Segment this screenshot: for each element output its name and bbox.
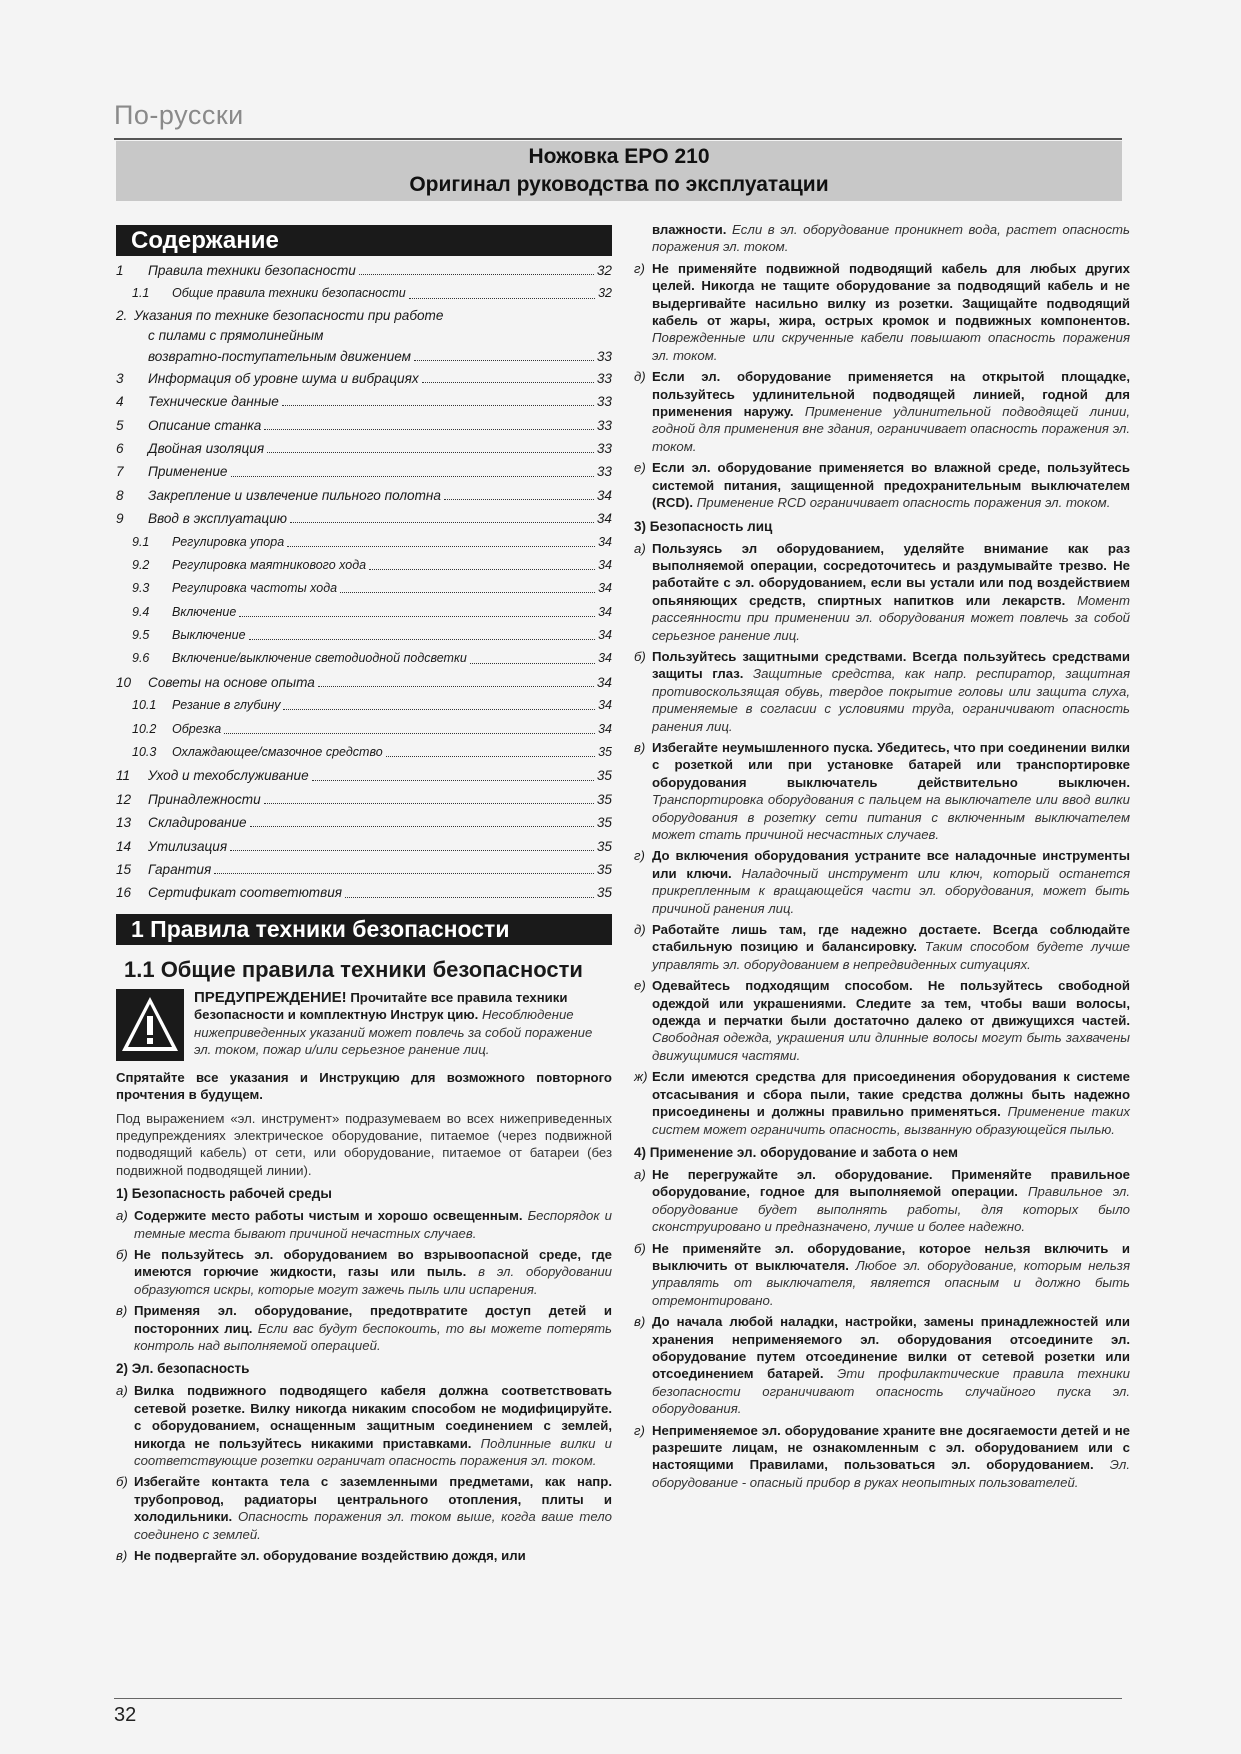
list-item: б) Избегайте контакта тела с заземленными предметами, как напр. трубопровод, радиаторы центрального отопления, плиты и холодильники. Опасность поражения эл. током выше, когда ваше тело соединено с землей. bbox=[116, 1474, 613, 1542]
keep-instructions: Спрятайте все указания и Инструкцию для возможного повторного прочтения в будущем. bbox=[116, 1069, 612, 1103]
list-item-continued: влажности. Если в эл. оборудование проникнет вода, растет опасность поражения эл. током. bbox=[652, 222, 1130, 255]
toc-entry[interactable]: 13 Складирование 35 bbox=[116, 815, 612, 831]
title-line-1: Ножовка EPO 210 bbox=[528, 145, 710, 168]
toc-entry[interactable]: 9.3 Регулировка частоты хода 34 bbox=[132, 581, 612, 596]
toc-entry[interactable]: 16 Сертификат соответютвия 35 bbox=[116, 885, 612, 901]
heading-electrical-safety: 2) Эл. безопасность bbox=[116, 1361, 250, 1377]
list-item: а) Вилка подвижного подводящего кабеля должна соответствовать сетевой розетке. Вилку никогда никаким способом не модифицируйте. с оборудованием, оснащенным защитным соединением с землей, никогда не пользуйтесь никакими приставками. Подлинные вилки и соответствующие розетки ограничат опасность поражения эл. током. bbox=[116, 1383, 612, 1469]
left-column bbox=[116, 225, 612, 1565]
toc-entry[interactable]: 4 Технические данные 33 bbox=[116, 394, 612, 410]
toc-entry[interactable]: 15 Гарантия 35 bbox=[116, 861, 612, 877]
warning-text: Прочитайте все правила техники безопасности и комплектную Инструк цию. bbox=[194, 989, 568, 1023]
warning-label: ПРЕДУПРЕЖДЕНИЕ! bbox=[194, 988, 347, 1006]
toc-entry[interactable]: 1 Правила техники безопасности 32 bbox=[116, 263, 612, 278]
toc-entry[interactable]: 6 Двойная изоляция 33 bbox=[116, 440, 612, 456]
title-band bbox=[116, 141, 1122, 201]
toc-entry[interactable]: 10.3 Охлаждающее/смазочное средство 35 bbox=[132, 745, 612, 760]
section-1-1-heading: 1.1 Общие правила техники безопасности bbox=[124, 956, 583, 982]
list-item: д) Если эл. оборудование применяется на открытой площадке, пользуйтесь удлинительной подводящей линией, годной для применения наружу. Применение удлинительной подводящей линии, годной для применения вне здания, ограничивает опасность поражения эл. током. bbox=[634, 369, 1130, 454]
heading-personal-safety: 3) Безопасность лиц bbox=[634, 518, 773, 534]
right-column bbox=[634, 221, 1130, 1491]
warning-block bbox=[116, 989, 612, 1067]
language-label: По-русски bbox=[114, 100, 244, 130]
list-item: в) Не подвергайте эл. оборудование воздействию дождя, или bbox=[116, 1548, 526, 1564]
list-item: б) Не пользуйтесь эл. оборудованием во взрывоопасной среде, где имеются горючие жидкости, газы или пыль. в эл. оборудовании образуются искры, которые могут зажечь пыль или испарения. bbox=[116, 1247, 612, 1297]
toc-entry[interactable]: 8 Закрепление и извлечение пильного полотна 34 bbox=[116, 487, 612, 503]
list-item: в) До начала любой наладки, настройки, замены принадлежностей или хранения неприменяемого эл. оборудования отсоедините эл. оборудование путем отсоединение вилки от сетевой розетки или отсоединением батарей. Эти профилактические правила техники безопасности ограничивают опасность случайного пуска эл. оборудования. bbox=[634, 1314, 1130, 1417]
page-number: 32 bbox=[114, 1704, 137, 1726]
list-item: е) Если эл. оборудование применяется во влажной среде, пользуйтесь системой питания, защищенной предохранительным выключателем (RCD). Применение RCD ограничивает опасность поражения эл. током. bbox=[634, 460, 1130, 511]
toc-entry[interactable]: 7 Применение 33 bbox=[116, 464, 612, 480]
list-item: в) Применяя эл. оборудование, предотвратите доступ детей и посторонних лиц. Если вас будут беспокоить, то вы можете потерять контроль над выполняемой операцией. bbox=[116, 1303, 612, 1354]
toc-entry[interactable]: 10.1 Резание в глубину 34 bbox=[132, 698, 612, 713]
toc-entry[interactable]: 5 Описание станка 33 bbox=[116, 417, 612, 433]
list-item: ж) Если имеются средства для присоединения оборудования к системе отсасывания и сбора пыли, такие средства должны быть надежно присоединены и должны правильно применяться. Применение таких систем может ограничить опасность, вызванную образующейся пылью. bbox=[634, 1069, 1130, 1137]
list-item: г) Неприменяемое эл. оборудование храните вне досягаемости детей и не разрешите лицам, не ознакомленным с эл. оборудованием или с настоящими Правилами, пользоваться эл. оборудованием. Эл. оборудование - опасный прибор в руках неопытных пользователей. bbox=[634, 1422, 1131, 1490]
footer-rule bbox=[114, 1698, 1122, 1699]
list-item: г) До включения оборудования устраните все наладочные инструменты или ключи. Наладочный инструмент или ключ, который останется прикрепленным к вращающейся части эл. оборудования, может быть причиной ранения лиц. bbox=[634, 848, 1130, 916]
toc-entry[interactable]: 1.1 Общие правила техники безопасности 32 bbox=[132, 286, 612, 301]
header-rule bbox=[114, 138, 1122, 140]
toc-entry[interactable]: 9.6 Включение/выключение светодиодной подсветки 34 bbox=[132, 651, 612, 666]
list-item: д) Работайте лишь там, где надежно достаете. Всегда соблюдайте стабильную позицию и балансировку. Таким способом будете лучше управлять эл. оборудованием в непредвиденных ситуациях. bbox=[634, 922, 1131, 972]
toc-entry[interactable]: 11 Уход и техобслуживание 35 bbox=[116, 768, 612, 784]
list-item: б) Пользуйтесь защитными средствами. Всегда пользуйтесь средствами защиты глаз. Защитные средства, как напр. респиратор, защитная противоскользящая обувь, твердое покрытие головы или защита слуха, применяемые в согласии с условиями труда, ограничивают опасность ранения лиц. bbox=[634, 648, 1131, 734]
heading-work-area: 1) Безопасность рабочей среды bbox=[116, 1186, 332, 1202]
warning-consequence: Несоблюдение нижеприведенных указаний может повлечь за собой поражение эл. током, пожар и/или серьезное ранение лиц. bbox=[194, 1007, 593, 1057]
list-item: а) Не перегружайте эл. оборудование. Применяйте правильное оборудование, годное для выполняемой операции. Правильное эл. оборудование будет выполнять работы, для которых было сконструировано и предназначено, лучше и более надежно. bbox=[634, 1166, 1130, 1235]
toc-entry[interactable]: 9 Ввод в эксплуатацию 34 bbox=[116, 511, 612, 527]
toc-entry[interactable]: 10.2 Обрезка 34 bbox=[132, 721, 612, 736]
list-item: е) Одевайтесь подходящим способом. Не пользуйтесь свободной одеждой или украшениями. Следите за тем, чтобы ваши волосы, одежда и перчатки были достаточно далеко от движущихся частей. Свободная одежда, украшения или длинные волосы могут быть захвачены движущимися частями. bbox=[634, 978, 1130, 1063]
toc-entry[interactable]: 9.4 Включение 34 bbox=[132, 604, 612, 619]
toc-entry[interactable]: 14 Утилизация 35 bbox=[116, 838, 612, 854]
list-item: а) Содержите место работы чистым и хорошо освещенным. Беспорядок и темные места бывают причиной нечастных случаев. bbox=[116, 1208, 612, 1241]
list-item: в) Избегайте неумышленного пуска. Убедитесь, что при соединении вилки с розеткой или при установке батарей или транспортировке оборудования выключатель действительно выключен. Транспортировка оборудования с пальцем на выключателе или ввод вилки оборудования в розетку сети питания с включенным выключателем может стать причиной несчастных случаев. bbox=[634, 739, 1130, 842]
toc-entry[interactable]: 9.1 Регулировка упора 34 bbox=[132, 534, 612, 549]
list-item: г) Не применяйте подвижной подводящий кабель для любых других целей. Никогда не тащите оборудование за подводящий кабель и не выдергивайте насильно вилку из розетки. Защищайте подводящий кабель от жары, жира, острых кромок и подвижных компонентов. Поврежденные или скрученные кабели повышают опасность поражения эл. током. bbox=[634, 260, 1130, 363]
toc-list bbox=[116, 259, 612, 905]
warning-triangle-icon bbox=[116, 989, 184, 1061]
toc-entry[interactable]: 2. Указания по технике безопасности при работе с пилами с прямолинейным возвратно-поступательным движением 33 bbox=[116, 307, 612, 364]
toc-entry[interactable]: 12 Принадлежности 35 bbox=[116, 791, 612, 807]
toc-entry[interactable]: 9.5 Выключение 34 bbox=[132, 628, 612, 643]
toc-heading: Содержание bbox=[116, 225, 612, 256]
intro-paragraph: Под выражением «эл. инструмент» подразумеваем во всех нижеприведенных предупреждениях электрическое оборудование, питаемое (через подвижной подводящий кабель) от сети, или оборудование, питаемое от батареи (без подвижной подводящей линии). bbox=[116, 1110, 612, 1178]
toc-entry[interactable]: 10 Советы на основе опыта 34 bbox=[116, 674, 612, 690]
toc-entry[interactable]: 3 Информация об уровне шума и вибрациях 33 bbox=[116, 370, 612, 386]
toc-entry[interactable]: 9.2 Регулировка маятникового хода 34 bbox=[132, 557, 612, 572]
list-item: а) Пользуясь эл оборудованием, уделяйте внимание как раз выполняемой операции, сосредоточитесь и раздумывайте трезво. Не работайте с эл. оборудованием, если вы устали или под воздействием опьяняющих средств, спиртных напитков или лекарств. Момент рассеянности при применении эл. оборудования может повлечь за собой серьезное ранение лиц. bbox=[634, 540, 1130, 643]
title-line-2: Оригинал руководства по эксплуатации bbox=[409, 173, 829, 196]
heading-tool-use: 4) Применение эл. оборудование и забота о нем bbox=[634, 1144, 958, 1160]
section-1-heading: 1 Правила техники безопасности bbox=[116, 914, 612, 945]
list-item: б) Не применяйте эл. оборудование, которое нельзя включить и выключить от выключателя. Любое эл. оборудование, которым нельзя управлять от выключателя, является опасным и должно быть отремонтировано. bbox=[634, 1240, 1130, 1308]
